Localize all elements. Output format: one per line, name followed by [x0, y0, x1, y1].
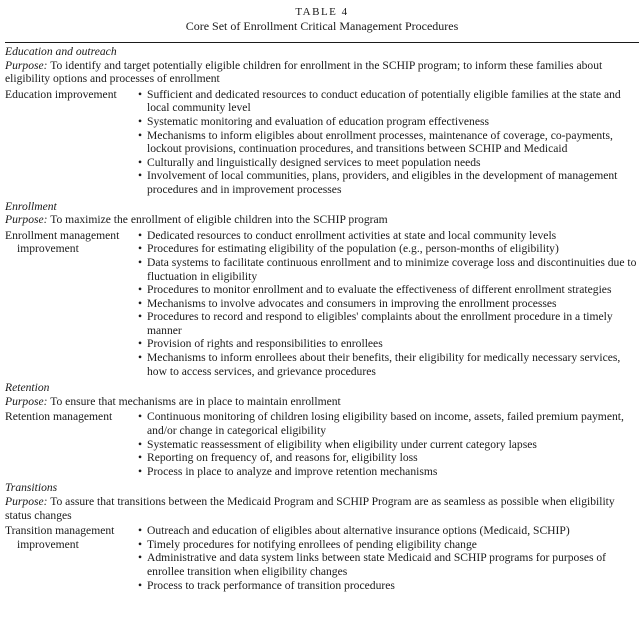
section-purpose [5, 495, 639, 522]
section-title: Transitions [5, 481, 58, 495]
list-item [137, 451, 639, 465]
bullet-icon: • [138, 296, 143, 310]
purpose-text: To ensure that mechanisms are in place to maintain enrollment [47, 394, 341, 408]
purpose-label: Purpose: [5, 213, 48, 227]
bullet-text: Systematic reassessment of eligibility when eligibility under current category lapses [147, 437, 537, 451]
bullet-text: Data systems to facilitate continuous enrollment and to minimize coverage loss and discontinuities due to fluctuation in eligibility [147, 255, 637, 283]
list-item [137, 115, 639, 129]
bullet-text: Mechanisms to inform enrollees about their benefits, their eligibility for medically necessary services, how to access services, and grievance procedures [147, 351, 621, 378]
bullet-icon: • [138, 410, 143, 424]
section-purpose [5, 395, 639, 409]
bullet-icon: • [138, 578, 143, 592]
row-label-line: Enrollment management [5, 228, 120, 242]
purpose-text: To identify and target potentially eligible children for enrollment in the SCHIP program; to inform these families about eligibility options and processes of enrollment [5, 58, 603, 86]
list-item [137, 310, 639, 337]
bullet-text: Mechanisms to involve advocates and consumers in improving the enrollment processes [147, 296, 557, 310]
section-purpose [5, 59, 639, 86]
section [5, 481, 639, 592]
section-title: Education and outreach [5, 45, 117, 58]
header-rule [5, 42, 639, 43]
list-item [137, 337, 639, 351]
bullet-icon: • [138, 437, 143, 451]
list-item [137, 524, 639, 538]
list-item [137, 579, 639, 593]
table-body [5, 45, 639, 595]
table-title: Core Set of Enrollment Critical Management Procedures [185, 19, 459, 33]
bullet-text: Provision of rights and responsibilities to enrollees [147, 337, 383, 351]
section-title: Retention [5, 381, 50, 395]
list-item [137, 538, 639, 552]
bullet-text: Process to track performance of transition procedures [147, 578, 395, 592]
list-item [137, 129, 639, 156]
row-label [5, 410, 137, 478]
bullet-icon: • [138, 128, 143, 142]
section-title: Enrollment [5, 199, 57, 213]
bullet-icon: • [138, 228, 143, 242]
bullet-text: Involvement of local communities, plans, providers, and eligibles in the development of management procedures and in improvement processes [147, 169, 618, 196]
section [5, 381, 639, 478]
list-item [137, 438, 639, 452]
procedure-row [5, 88, 639, 197]
bullet-text: Dedicated resources to conduct enrollment activities at state and local community levels [147, 228, 557, 242]
bullet-text: Process in place to analyze and improve retention mechanisms [147, 464, 438, 478]
bullet-text: Sufficient and dedicated resources to conduct education of potentially eligible families at the state and local community level [147, 87, 621, 115]
purpose-label: Purpose: [5, 394, 48, 408]
bullet-text: Timely procedures for notifying enrollees of pending eligibility change [147, 537, 477, 551]
section [5, 200, 639, 379]
row-label-continuation: improvement [17, 242, 79, 256]
bullet-text: Administrative and data system links between state Medicaid and SCHIP programs for purposes of enrollee transition when eligibility changes [147, 551, 607, 578]
bullet-list [137, 410, 639, 478]
list-item [137, 351, 639, 378]
bullet-text: Outreach and education of eligibles about alternative insurance options (Medicaid, SCHIP) [147, 524, 570, 538]
bullet-icon: • [138, 551, 143, 565]
list-item [137, 465, 639, 479]
row-label [5, 229, 137, 379]
purpose-label: Purpose: [5, 58, 48, 72]
bullet-text: Mechanisms to inform eligibles about enrollment processes, maintenance of coverage, co-payments, lockout provisions, continuation procedures, and transitions between SCHIP and Medicaid [147, 128, 613, 156]
section [5, 45, 639, 197]
bullet-icon: • [138, 524, 143, 538]
bullet-text: Continuous monitoring of children losing eligibility based on income, assets, failed premium payment, and/or change in categorical eligibility [147, 410, 624, 438]
procedure-row [5, 410, 639, 478]
list-item [137, 169, 639, 196]
table-label: TABLE 4 [295, 6, 349, 18]
bullet-text: Procedures for estimating eligibility of the population (e.g., person-months of eligibility) [147, 242, 559, 256]
bullet-text: Procedures to monitor enrollment and to evaluate the effectiveness of different enrollment strategies [147, 283, 612, 297]
list-item [137, 256, 639, 283]
list-item [137, 229, 639, 243]
procedure-row [5, 229, 639, 379]
bullet-icon: • [138, 283, 143, 297]
bullet-text: Reporting on frequency of, and reasons for, eligibility loss [147, 451, 418, 465]
bullet-icon: • [138, 464, 143, 478]
list-item [137, 297, 639, 311]
list-item [137, 88, 639, 115]
row-label [5, 524, 137, 592]
bullet-text: Culturally and linguistically designed services to meet population needs [147, 155, 481, 169]
bullet-list [137, 524, 639, 592]
section-purpose [5, 213, 639, 227]
bullet-icon: • [138, 351, 143, 365]
list-item [137, 410, 639, 437]
bullet-icon: • [138, 169, 143, 183]
bullet-icon: • [138, 242, 143, 256]
row-label-line: Transition management [5, 524, 115, 538]
bullet-text: Procedures to record and respond to eligibles' complaints about the enrollment procedure in a timely manner [147, 310, 613, 337]
bullet-icon: • [138, 155, 143, 169]
bullet-icon: • [138, 337, 143, 351]
list-item [137, 156, 639, 170]
bullet-icon: • [138, 255, 143, 269]
row-label-line: Education improvement [5, 87, 117, 101]
bullet-icon: • [138, 451, 143, 465]
bullet-icon: • [138, 87, 143, 101]
list-item [137, 242, 639, 256]
row-label-line: Retention management [5, 410, 113, 424]
list-item [137, 551, 639, 578]
bullet-text: Systematic monitoring and evaluation of education program effectiveness [147, 114, 490, 128]
purpose-label: Purpose: [5, 495, 48, 508]
row-label-continuation: improvement [17, 537, 79, 551]
procedure-row [5, 524, 639, 592]
purpose-text: To maximize the enrollment of eligible children into the SCHIP program [47, 213, 388, 227]
row-label [5, 88, 137, 197]
bullet-list [137, 88, 639, 197]
bullet-icon: • [138, 114, 143, 128]
list-item [137, 283, 639, 297]
bullet-list [137, 229, 639, 379]
bullet-icon: • [138, 310, 143, 324]
bullet-icon: • [138, 537, 143, 551]
purpose-text: To assure that transitions between the Medicaid Program and SCHIP Program are as seamless as possible when eligibility status changes [5, 495, 615, 522]
